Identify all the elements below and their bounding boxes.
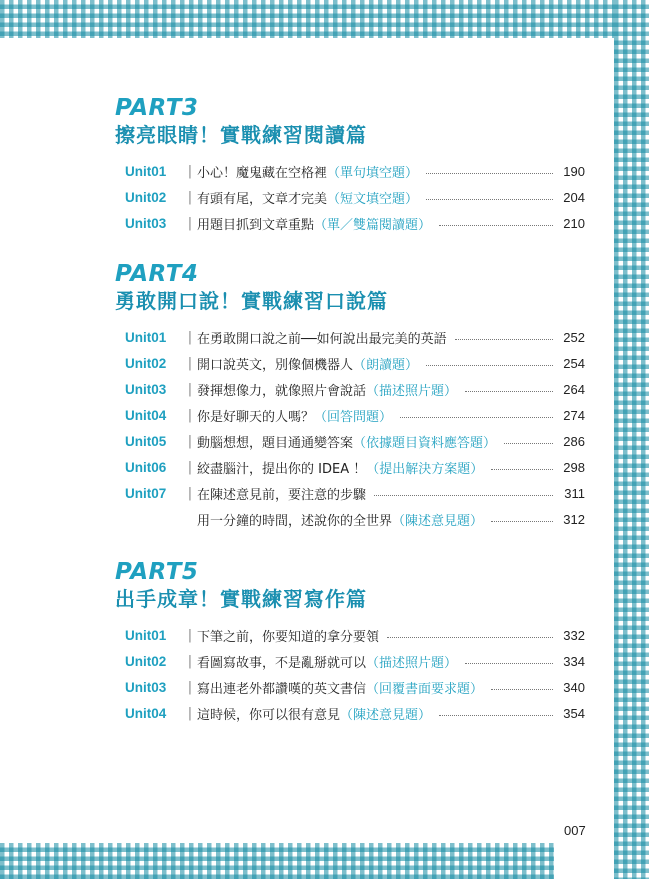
- page-number: 007: [564, 823, 586, 838]
- dot-leader: [455, 339, 553, 340]
- page-ref: 274: [563, 407, 585, 423]
- toc-entry[interactable]: [115, 402, 585, 428]
- unit-title: 你是好聊天的人嗎？: [197, 409, 315, 425]
- dot-leader: [439, 715, 553, 716]
- separator: |: [187, 653, 193, 669]
- separator: |: [187, 215, 193, 231]
- toc-entry[interactable]: [115, 506, 585, 532]
- question-type: （陳述意見題）: [340, 707, 432, 723]
- unit-title: 寫出連老外都讚嘆的英文書信: [197, 681, 367, 697]
- question-type: （朗讀題）: [353, 357, 419, 373]
- unit-title: 看圖寫故事，不是亂掰就可以: [197, 655, 367, 671]
- separator: |: [187, 433, 193, 449]
- part-title: 擦亮眼睛！實戰練習閱讀篇: [115, 123, 367, 147]
- part-label: PART3: [115, 95, 199, 121]
- toc-entry[interactable]: [115, 648, 585, 674]
- toc-entry[interactable]: [115, 700, 585, 726]
- question-type: （回覆書面要求題）: [366, 681, 484, 697]
- unit-title: 動腦想想，題目通通變答案: [197, 435, 354, 451]
- dot-leader: [400, 417, 553, 418]
- page-ref: 210: [563, 215, 585, 231]
- unit-title: 小心！魔鬼藏在空格裡: [197, 165, 328, 181]
- unit-code: Unit01: [125, 329, 167, 345]
- dot-leader: [426, 199, 553, 200]
- toc-entry[interactable]: [115, 454, 585, 480]
- unit-code: Unit03: [125, 215, 167, 231]
- question-type: （描述照片題）: [366, 655, 458, 671]
- question-type: （提出解決方案題）: [366, 461, 484, 477]
- separator: |: [187, 381, 193, 397]
- toc-entry[interactable]: [115, 480, 585, 506]
- unit-code: Unit01: [125, 163, 167, 179]
- question-type: （短文填空題）: [327, 191, 419, 207]
- unit-title: 在陳述意見前，要注意的步驟: [197, 487, 367, 503]
- gingham-border-top: [0, 0, 649, 38]
- separator: |: [187, 163, 193, 179]
- dot-leader: [426, 365, 553, 366]
- question-type: （陳述意見題）: [392, 513, 484, 529]
- page-ref: 354: [563, 705, 585, 721]
- separator: |: [187, 627, 193, 643]
- dot-leader: [465, 663, 553, 664]
- unit-title: 開口說英文，別像個機器人: [197, 357, 354, 373]
- unit-code: Unit02: [125, 355, 167, 371]
- part-label: PART4: [115, 261, 199, 287]
- unit-code: Unit02: [125, 189, 167, 205]
- page-ref: 264: [563, 381, 585, 397]
- toc-entry[interactable]: [115, 428, 585, 454]
- separator: |: [187, 329, 193, 345]
- gingham-border-bottom: [0, 843, 554, 879]
- part3-section: [115, 96, 585, 236]
- unit-title: 用題目抓到文章重點: [197, 217, 315, 233]
- page-ref: 340: [563, 679, 585, 695]
- unit-list: [115, 158, 585, 236]
- question-type: （描述照片題）: [366, 383, 458, 399]
- unit-list: [115, 622, 585, 726]
- part-label: PART5: [115, 559, 199, 585]
- page-ref: 312: [563, 511, 585, 527]
- unit-code: Unit03: [125, 679, 167, 695]
- unit-title: 有頭有尾，文章才完美: [197, 191, 328, 207]
- page-ref: 311: [564, 485, 585, 501]
- unit-code: Unit06: [125, 459, 167, 475]
- separator: |: [187, 705, 193, 721]
- question-type: （單句填空題）: [327, 165, 419, 181]
- toc-entry[interactable]: [115, 184, 585, 210]
- page-ref: 252: [563, 329, 585, 345]
- dot-leader: [426, 173, 553, 174]
- dot-leader: [491, 521, 553, 522]
- unit-title: 這時候，你可以很有意見: [197, 707, 341, 723]
- part4-section: [115, 262, 585, 532]
- unit-code: Unit05: [125, 433, 167, 449]
- separator: |: [187, 459, 193, 475]
- part5-section: [115, 560, 585, 726]
- toc-entry[interactable]: [115, 376, 585, 402]
- border-notch: [554, 843, 614, 879]
- dot-leader: [491, 469, 553, 470]
- unit-code: Unit04: [125, 407, 167, 423]
- toc-entry[interactable]: [115, 674, 585, 700]
- toc-entry[interactable]: [115, 158, 585, 184]
- question-type: （回答問題）: [314, 409, 393, 425]
- part-title: 勇敢開口說！實戰練習口說篇: [115, 289, 388, 313]
- dot-leader: [504, 443, 553, 444]
- dot-leader: [374, 495, 553, 496]
- page-ref: 190: [563, 163, 585, 179]
- unit-title: 絞盡腦汁，提出你的 IDEA ！: [197, 461, 367, 477]
- question-type: （依據題目資料應答題）: [353, 435, 497, 451]
- unit-title: 用一分鐘的時間，述說你的全世界: [197, 513, 393, 529]
- dot-leader: [439, 225, 553, 226]
- unit-title: 發揮想像力，就像照片會說話: [197, 383, 367, 399]
- unit-code: Unit04: [125, 705, 167, 721]
- page-ref: 254: [563, 355, 585, 371]
- separator: |: [187, 679, 193, 695]
- separator: |: [187, 189, 193, 205]
- unit-code: Unit03: [125, 381, 167, 397]
- separator: |: [187, 485, 193, 501]
- unit-code: Unit01: [125, 627, 167, 643]
- part-title: 出手成章！實戰練習寫作篇: [115, 587, 367, 611]
- unit-list: [115, 324, 585, 532]
- page-ref: 286: [563, 433, 585, 449]
- unit-title: 下筆之前，你要知道的拿分要領: [197, 629, 380, 645]
- page-ref: 204: [563, 189, 585, 205]
- question-type: （單／雙篇閱讀題）: [314, 217, 432, 233]
- toc-entry[interactable]: [115, 210, 585, 236]
- gingham-border-right: [614, 0, 649, 879]
- unit-title: 在勇敢開口說之前──如何說出最完美的英語: [197, 331, 447, 347]
- page-ref: 332: [563, 627, 585, 643]
- dot-leader: [387, 637, 553, 638]
- toc-entry[interactable]: [115, 622, 585, 648]
- dot-leader: [465, 391, 553, 392]
- toc-entry[interactable]: [115, 350, 585, 376]
- separator: |: [187, 355, 193, 371]
- toc-entry[interactable]: [115, 324, 585, 350]
- page-ref: 298: [563, 459, 585, 475]
- dot-leader: [491, 689, 553, 690]
- unit-code: Unit02: [125, 653, 167, 669]
- separator: |: [187, 407, 193, 423]
- unit-code: Unit07: [125, 485, 167, 501]
- page-ref: 334: [563, 653, 585, 669]
